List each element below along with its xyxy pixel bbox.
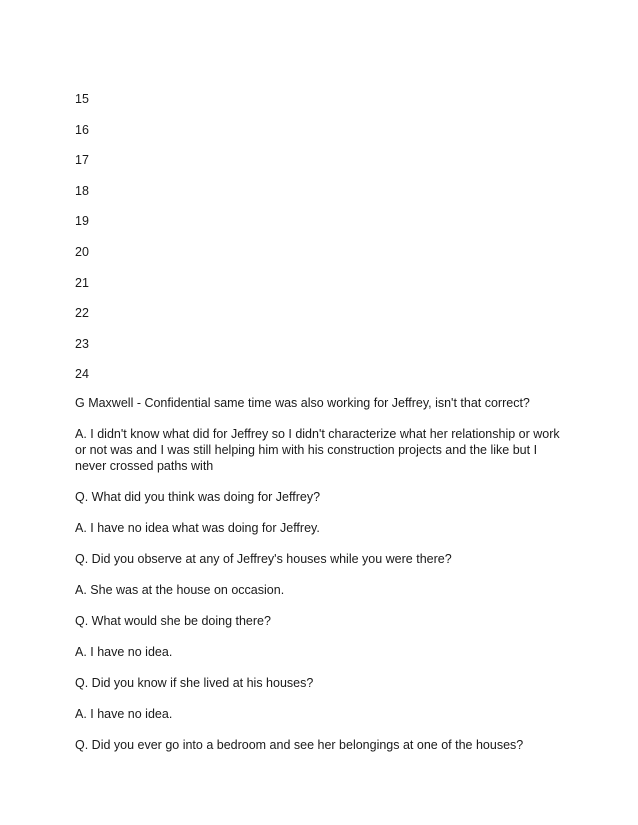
line-number: 16 xyxy=(75,122,89,137)
transcript-paragraph: Q. What would she be doing there? xyxy=(75,614,271,628)
transcript-paragraph: A. I have no idea what was doing for Jeffrey. xyxy=(75,521,320,535)
line-number: 19 xyxy=(75,214,89,229)
transcript-paragraph: G Maxwell - Confidential same time was also working for Jeffrey, isn't that correct? xyxy=(75,396,530,410)
line-number: 17 xyxy=(75,153,89,168)
transcript-paragraph: Q. Did you know if she lived at his houses? xyxy=(75,676,314,690)
transcript-paragraph: Q. Did you ever go into a bedroom and see her belongings at one of the houses? xyxy=(75,738,524,752)
transcript-paragraph: Q. What did you think was doing for Jeffrey? xyxy=(75,490,321,504)
line-number: 23 xyxy=(75,336,89,351)
line-number: 21 xyxy=(75,275,89,290)
transcript-paragraph: A. I didn't know what did for Jeffrey so I didn't characterize what her relationship or work or not was and I was still helping him with his construction projects and the like but I never crossed paths with xyxy=(75,427,560,473)
transcript-body xyxy=(75,395,570,768)
line-number: 18 xyxy=(75,183,89,198)
line-number: 22 xyxy=(75,306,89,321)
transcript-paragraph: A. She was at the house on occasion. xyxy=(75,583,285,597)
line-number: 15 xyxy=(75,92,89,106)
transcript-paragraph: A. I have no idea. xyxy=(75,645,173,659)
line-number-column xyxy=(75,91,135,397)
transcript-paragraph: A. I have no idea. xyxy=(75,707,173,721)
line-number: 20 xyxy=(75,244,89,259)
transcript-paragraph: Q. Did you observe at any of Jeffrey's houses while you were there? xyxy=(75,552,452,566)
line-number: 24 xyxy=(75,367,89,382)
